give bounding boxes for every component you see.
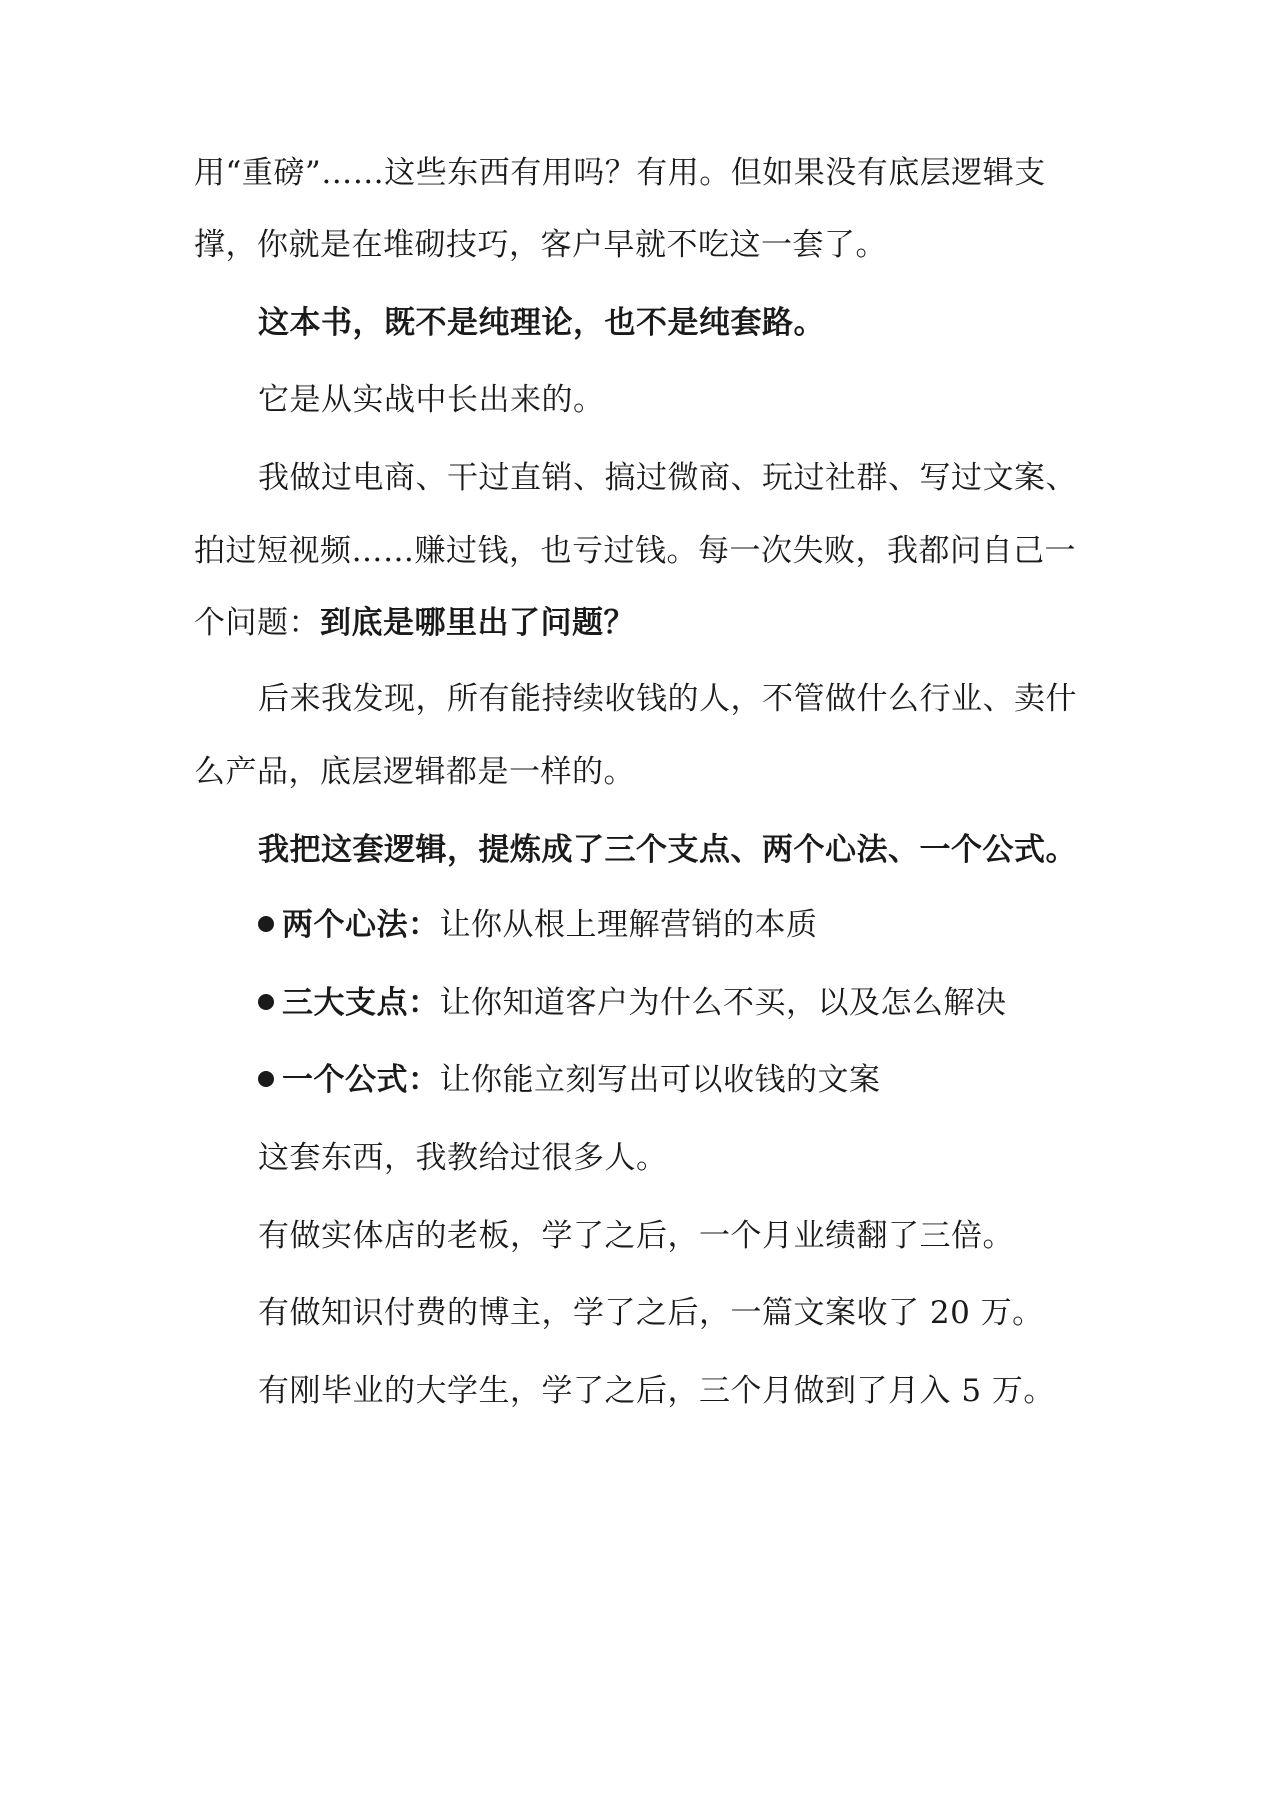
bold-paragraph: 这本书，既不是纯理论，也不是纯套路。 xyxy=(258,305,825,341)
bullet-item xyxy=(258,983,1158,1023)
paragraph-line: 拍过短视频……赚过钱，也亏过钱。每一次失败，我都问自己一 xyxy=(194,533,1076,569)
bullet-term: 一个公式： xyxy=(282,1062,440,1098)
paragraph-line: 撑，你就是在堆砌技巧，客户早就不吃这一套了。 xyxy=(194,227,887,263)
paragraph-line: 用“重磅”……这些东西有用吗？有用。但如果没有底层逻辑支 xyxy=(194,155,1046,191)
paragraph-line: 它是从实战中长出来的。 xyxy=(258,382,605,418)
bullet-item xyxy=(258,905,1158,945)
bullet-dot-icon xyxy=(258,916,274,932)
paragraph-line: 有刚毕业的大学生，学了之后，三个月做到了月入 5 万。 xyxy=(258,1373,1055,1409)
bullet-desc: 让你知道客户为什么不买，以及怎么解决 xyxy=(439,985,1007,1021)
bullet-dot-icon xyxy=(258,994,274,1010)
bullet-desc: 让你从根上理解营销的本质 xyxy=(439,907,818,943)
bullet-dot-icon xyxy=(258,1071,274,1087)
paragraph-line: 有做知识付费的博主，学了之后，一篇文案收了 20 万。 xyxy=(258,1295,1044,1331)
paragraph-text: 个问题： xyxy=(194,605,320,641)
bullet-item xyxy=(258,1060,1158,1100)
bold-paragraph: 我把这套逻辑，提炼成了三个支点、两个心法、一个公式。 xyxy=(258,832,1077,868)
paragraph-line xyxy=(194,603,1094,643)
emphasis-text: 到底是哪里出了问题？ xyxy=(320,605,635,641)
paragraph-line: 我做过电商、干过直销、搞过微商、玩过社群、写过文案、 xyxy=(258,460,1077,496)
bullet-desc: 让你能立刻写出可以收钱的文案 xyxy=(439,1062,881,1098)
paragraph-line: 么产品，底层逻辑都是一样的。 xyxy=(194,754,635,790)
paragraph-line: 后来我发现，所有能持续收钱的人，不管做什么行业、卖什 xyxy=(258,681,1077,717)
paragraph-line: 有做实体店的老板，学了之后，一个月业绩翻了三倍。 xyxy=(258,1218,1014,1254)
paragraph-line: 这套东西，我教给过很多人。 xyxy=(258,1140,668,1176)
bullet-term: 三大支点： xyxy=(282,985,440,1021)
bullet-term: 两个心法： xyxy=(282,907,440,943)
